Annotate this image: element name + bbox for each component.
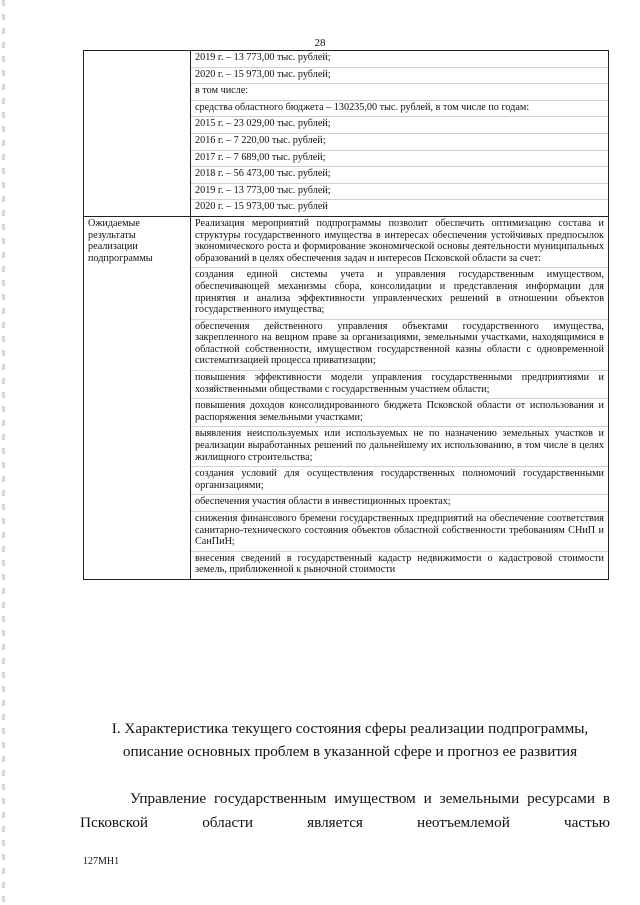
table-paragraph: 2019 г. – 13 773,00 тыс. рублей; — [195, 52, 331, 63]
section-heading — [80, 717, 620, 763]
scan-edge-marks — [2, 0, 5, 905]
table-paragraph: 2020 г. – 15 973,00 тыс. рублей; — [191, 67, 608, 84]
page-number: 28 — [314, 37, 326, 49]
table-paragraph: создания единой системы учета и управления государственным имуществом, обеспечивающей механизмы сбора, консолидации и представления информации для принятия и анализа эффективности управленческих решений в отношении объектов государственного имущества; — [191, 267, 608, 318]
table-paragraph: обеспечения участия области в инвестиционных проектах; — [191, 494, 608, 511]
footer-document-code: 127МН1 — [83, 856, 120, 867]
table-paragraph: средства областного бюджета – 130235,00 тыс. рублей, в том числе по годам: — [191, 100, 608, 117]
table-paragraph: снижения финансового бремени государственных предприятий на обеспечение соответствия санитарно-технического состояния объектов областной собственности требованиям СНиП и СанПиН; — [191, 511, 608, 551]
table-row-expected-results — [84, 216, 609, 579]
table-paragraph: повышения эффективности модели управления государственными предприятиями и хозяйственными обществами с государственным участием области; — [191, 370, 608, 398]
table-paragraph: 2015 г. – 23 029,00 тыс. рублей; — [191, 116, 608, 133]
section-heading-line: I. Характеристика текущего состояния сферы реализации подпрограммы, — [111, 720, 589, 737]
table-paragraph: Реализация мероприятий подпрограммы позволит обеспечить оптимизацию состава и структуры государственного имущества в интересах обеспечения устойчивых предпосылок экономического роста и формирование экономической основы деятельности муниципальных образований в целях обеспечения задач и интересов Псковской области за счет: — [195, 217, 604, 264]
table-paragraph: выявления неиспользуемых или используемых не по назначению земельных участков и реализации выработанных решений по дальнейшему их использованию, в том числе в целях жилищного строительства; — [191, 426, 608, 466]
table-paragraph: 2019 г. – 13 773,00 тыс. рублей; — [191, 183, 608, 200]
expected-results-label: Ожидаемые результаты реализации подпрограммы — [88, 217, 153, 264]
table-cell-funding — [191, 51, 609, 217]
table-cell-results — [191, 216, 609, 579]
table-paragraph: в том числе: — [191, 83, 608, 100]
table-cell-label — [84, 216, 191, 579]
table-cell-label-empty — [84, 51, 191, 217]
table-paragraph: создания условий для осуществления государственных полномочий государственными организациями; — [191, 466, 608, 494]
table-paragraph: повышения доходов консолидированного бюджета Псковской области от использования и распоряжения земельными участками; — [191, 398, 608, 426]
body-paragraph: Управление государственным имуществом и земельными ресурсами в Псковской области является неотъемлемой частью — [80, 790, 610, 831]
table-paragraph: 2018 г. – 56 473,00 тыс. рублей; — [191, 166, 608, 183]
table-paragraph: 2020 г. – 15 973,00 тыс. рублей — [191, 199, 608, 216]
table-row-funding-continued — [84, 51, 609, 217]
table-paragraph: 2016 г. – 7 220,00 тыс. рублей; — [191, 133, 608, 150]
table-paragraph: внесения сведений в государственный кадастр недвижимости о кадастровой стоимости земель, приближенной к рыночной стоимости — [191, 551, 608, 579]
subprogram-passport-table — [83, 50, 609, 580]
table-paragraph: обеспечения действенного управления объектами государственного имущества, закрепленного на вещном праве за организациями, земельными участками, находящимися в областной собственности, имуществом государственной казны области с одновременной систематизацией процесса приватизации; — [191, 319, 608, 370]
section-heading-line: описание основных проблем в указанной сфере и прогноз ее развития — [122, 743, 578, 760]
table-paragraph: 2017 г. – 7 689,00 тыс. рублей; — [191, 150, 608, 167]
